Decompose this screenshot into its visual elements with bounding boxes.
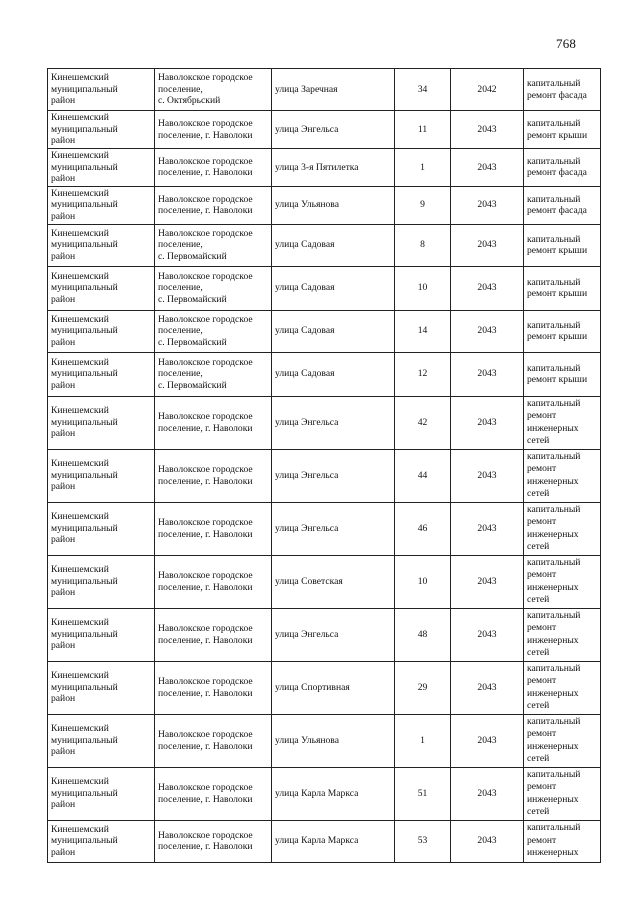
street-text: улица Садовая — [275, 325, 335, 337]
cell-district — [48, 608, 155, 661]
cell-settlement — [155, 111, 272, 149]
settlement-text: Наволокское городское поселение, с. Первомайский — [158, 227, 253, 262]
cell-district — [48, 352, 155, 396]
table-row — [48, 820, 601, 862]
cell-house — [395, 396, 451, 449]
table-row — [48, 714, 601, 767]
cell-street — [272, 111, 395, 149]
cell-work — [524, 661, 601, 714]
house-text: 44 — [417, 469, 428, 481]
cell-street — [272, 149, 395, 187]
cell-year — [451, 266, 524, 310]
cell-settlement — [155, 449, 272, 502]
year-text: 2043 — [477, 161, 497, 173]
house-text: 48 — [417, 628, 428, 640]
year-text: 2043 — [477, 835, 497, 847]
cell-settlement — [155, 608, 272, 661]
district-text: Кинешемский муниципальный район — [51, 670, 118, 705]
cell-work — [524, 555, 601, 608]
cell-house — [395, 714, 451, 767]
cell-district — [48, 149, 155, 187]
street-text: улица Энгельса — [275, 416, 339, 428]
street-text: улица Садовая — [275, 282, 335, 294]
cell-house — [395, 661, 451, 714]
street-text: улица Ульянова — [275, 734, 339, 746]
cell-work — [524, 608, 601, 661]
cell-street — [272, 186, 395, 224]
cell-year — [451, 449, 524, 502]
district-text: Кинешемский муниципальный район — [51, 313, 118, 348]
house-text: 10 — [417, 575, 428, 587]
house-text: 12 — [417, 368, 428, 380]
cell-district — [48, 186, 155, 224]
district-text: Кинешемский муниципальный район — [51, 270, 118, 305]
cell-district — [48, 449, 155, 502]
house-text: 10 — [417, 282, 428, 294]
street-text: улица Садовая — [275, 368, 335, 380]
cell-house — [395, 266, 451, 310]
cell-street — [272, 396, 395, 449]
cell-house — [395, 820, 451, 862]
cell-settlement — [155, 555, 272, 608]
district-text: Кинешемский муниципальный район — [51, 405, 118, 440]
work-text: капитальный ремонт инженерных сетей — [527, 768, 581, 817]
cell-year — [451, 310, 524, 352]
cell-house — [395, 186, 451, 224]
table-row — [48, 608, 601, 661]
year-text: 2043 — [477, 575, 497, 587]
work-text: капитальный ремонт крыши — [527, 319, 588, 342]
cell-settlement — [155, 266, 272, 310]
cell-house — [395, 149, 451, 187]
house-text: 46 — [417, 522, 428, 534]
work-text: капитальный ремонт инженерных сетей — [527, 609, 581, 658]
table-row — [48, 396, 601, 449]
cell-street — [272, 767, 395, 820]
settlement-text: Наволокское городское поселение, г. Наволоки — [158, 517, 253, 540]
district-text: Кинешемский муниципальный район — [51, 150, 118, 184]
year-text: 2043 — [477, 199, 497, 211]
cell-street — [272, 352, 395, 396]
cell-settlement — [155, 661, 272, 714]
street-text: улица Заречная — [275, 83, 338, 95]
work-text: капитальный ремонт инженерных сетей — [527, 715, 581, 764]
district-text: Кинешемский муниципальный район — [51, 823, 118, 858]
work-text: капитальный ремонт крыши — [527, 276, 588, 299]
house-text: 9 — [420, 199, 425, 211]
cell-work — [524, 352, 601, 396]
cell-house — [395, 555, 451, 608]
cell-district — [48, 820, 155, 862]
year-text: 2043 — [477, 734, 497, 746]
cell-settlement — [155, 69, 272, 111]
settlement-text: Наволокское городское поселение, г. Наволоки — [158, 829, 253, 852]
cell-year — [451, 69, 524, 111]
cell-settlement — [155, 714, 272, 767]
work-text: капитальный ремонт крыши — [527, 233, 588, 256]
house-text: 11 — [417, 123, 428, 135]
district-text: Кинешемский муниципальный район — [51, 72, 118, 107]
cell-street — [272, 69, 395, 111]
work-text: капитальный ремонт фасада — [527, 155, 587, 179]
district-text: Кинешемский муниципальный район — [51, 227, 118, 262]
house-text: 29 — [417, 681, 428, 693]
street-text: улица Советская — [275, 575, 343, 587]
district-text: Кинешемский муниципальный район — [51, 187, 118, 222]
cell-settlement — [155, 502, 272, 555]
cell-house — [395, 111, 451, 149]
cell-year — [451, 186, 524, 224]
settlement-text: Наволокское городское поселение, с. Первомайский — [158, 356, 253, 391]
cell-year — [451, 767, 524, 820]
cell-settlement — [155, 352, 272, 396]
district-text: Кинешемский муниципальный район — [51, 112, 118, 147]
cell-district — [48, 111, 155, 149]
year-text: 2043 — [477, 522, 497, 534]
cell-work — [524, 502, 601, 555]
cell-settlement — [155, 149, 272, 187]
cell-house — [395, 69, 451, 111]
work-text: капитальный ремонт инженерных сетей — [527, 503, 581, 552]
cell-district — [48, 661, 155, 714]
house-text: 8 — [420, 239, 425, 251]
cell-year — [451, 502, 524, 555]
cell-work — [524, 714, 601, 767]
cell-work — [524, 820, 601, 862]
cell-settlement — [155, 396, 272, 449]
cell-street — [272, 555, 395, 608]
settlement-text: Наволокское городское поселение, г. Наволоки — [158, 623, 253, 646]
table-row — [48, 69, 601, 111]
cell-street — [272, 310, 395, 352]
year-text: 2043 — [477, 239, 497, 251]
page-number: 768 — [556, 36, 577, 51]
cell-settlement — [155, 767, 272, 820]
work-text: капитальный ремонт инженерных сетей — [527, 450, 581, 499]
cell-district — [48, 396, 155, 449]
table-row — [48, 186, 601, 224]
cell-district — [48, 266, 155, 310]
cell-year — [451, 396, 524, 449]
table-row — [48, 266, 601, 310]
year-text: 2043 — [477, 681, 497, 693]
cell-district — [48, 310, 155, 352]
cell-year — [451, 661, 524, 714]
table-row — [48, 449, 601, 502]
cell-year — [451, 820, 524, 862]
cell-street — [272, 224, 395, 266]
year-text: 2043 — [477, 368, 497, 380]
table-row — [48, 661, 601, 714]
work-text: капитальный ремонт фасада — [527, 78, 587, 101]
cell-house — [395, 449, 451, 502]
settlement-text: Наволокское городское поселение, г. Наволоки — [158, 118, 253, 141]
cell-street — [272, 608, 395, 661]
table-row — [48, 555, 601, 608]
cell-work — [524, 186, 601, 224]
settlement-text: Наволокское городское поселение, г. Наволоки — [158, 729, 253, 752]
cell-settlement — [155, 310, 272, 352]
cell-house — [395, 224, 451, 266]
year-text: 2043 — [477, 469, 497, 481]
cell-house — [395, 502, 451, 555]
work-text: капитальный ремонт фасада — [527, 193, 587, 216]
table-row — [48, 111, 601, 149]
year-text: 2043 — [477, 628, 497, 640]
cell-street — [272, 266, 395, 310]
table-row — [48, 767, 601, 820]
table-row — [48, 310, 601, 352]
cell-street — [272, 502, 395, 555]
cell-district — [48, 555, 155, 608]
work-text: капитальный ремонт инженерных — [527, 822, 581, 859]
house-text: 1 — [420, 161, 425, 173]
district-text: Кинешемский муниципальный район — [51, 723, 118, 758]
year-text: 2043 — [477, 123, 497, 135]
work-text: капитальный ремонт крыши — [527, 362, 588, 385]
cell-work — [524, 767, 601, 820]
cell-work — [524, 266, 601, 310]
street-text: улица Карла Маркса — [275, 787, 359, 799]
cell-street — [272, 449, 395, 502]
work-text: капитальный ремонт инженерных сетей — [527, 662, 581, 711]
cell-work — [524, 111, 601, 149]
house-text: 51 — [417, 787, 428, 799]
cell-work — [524, 224, 601, 266]
street-text: улица Ульянова — [275, 199, 339, 211]
cell-work — [524, 449, 601, 502]
settlement-text: Наволокское городское поселение, г. Наволоки — [158, 155, 253, 179]
cell-work — [524, 69, 601, 111]
street-text: улица Энгельса — [275, 628, 339, 640]
year-text: 2042 — [477, 83, 497, 95]
cell-work — [524, 310, 601, 352]
work-text: капитальный ремонт инженерных сетей — [527, 397, 581, 446]
cell-settlement — [155, 820, 272, 862]
street-text: улица Энгельса — [275, 522, 339, 534]
work-text: капитальный ремонт крыши — [527, 118, 588, 141]
cell-district — [48, 69, 155, 111]
street-text: улица 3-я Пятилетка — [275, 161, 359, 173]
district-text: Кинешемский муниципальный район — [51, 776, 118, 811]
cell-house — [395, 352, 451, 396]
cell-year — [451, 224, 524, 266]
cell-district — [48, 502, 155, 555]
district-text: Кинешемский муниципальный район — [51, 458, 118, 493]
settlement-text: Наволокское городское поселение, г. Наволоки — [158, 782, 253, 805]
table-row — [48, 224, 601, 266]
house-text: 42 — [417, 416, 428, 428]
settlement-text: Наволокское городское поселение, г. Наволоки — [158, 193, 253, 216]
house-text: 1 — [420, 734, 425, 746]
table-row — [48, 352, 601, 396]
settlement-text: Наволокское городское поселение, г. Наволоки — [158, 676, 253, 699]
table-body — [48, 69, 601, 863]
year-text: 2043 — [477, 325, 497, 337]
cell-street — [272, 661, 395, 714]
cell-district — [48, 767, 155, 820]
cell-settlement — [155, 224, 272, 266]
house-text: 34 — [417, 83, 428, 95]
cell-year — [451, 555, 524, 608]
year-text: 2043 — [477, 787, 497, 799]
street-text: улица Энгельса — [275, 123, 339, 135]
settlement-text: Наволокское городское поселение, г. Наволоки — [158, 411, 253, 434]
cell-year — [451, 352, 524, 396]
cell-street — [272, 714, 395, 767]
settlement-text: Наволокское городское поселение, с. Первомайский — [158, 270, 253, 305]
settlement-text: Наволокское городское поселение, с. Октябрьский — [158, 72, 253, 107]
cell-year — [451, 608, 524, 661]
work-text: капитальный ремонт инженерных сетей — [527, 556, 581, 605]
street-text: улица Карла Маркса — [275, 835, 359, 847]
house-text: 14 — [417, 325, 428, 337]
street-text: улица Садовая — [275, 239, 335, 251]
district-text: Кинешемский муниципальный район — [51, 511, 118, 546]
year-text: 2043 — [477, 282, 497, 294]
district-text: Кинешемский муниципальный район — [51, 564, 118, 599]
year-text: 2043 — [477, 416, 497, 428]
cell-settlement — [155, 186, 272, 224]
cell-year — [451, 714, 524, 767]
district-text: Кинешемский муниципальный район — [51, 617, 118, 652]
settlement-text: Наволокское городское поселение, с. Первомайский — [158, 313, 253, 348]
cell-house — [395, 608, 451, 661]
table-row — [48, 149, 601, 187]
cell-work — [524, 149, 601, 187]
cell-house — [395, 767, 451, 820]
cell-street — [272, 820, 395, 862]
street-text: улица Спортивная — [275, 681, 350, 693]
settlement-text: Наволокское городское поселение, г. Наволоки — [158, 570, 253, 593]
house-text: 53 — [417, 835, 428, 847]
cell-district — [48, 714, 155, 767]
table-row — [48, 502, 601, 555]
cell-house — [395, 310, 451, 352]
settlement-text: Наволокское городское поселение, г. Наволоки — [158, 464, 253, 487]
cell-year — [451, 111, 524, 149]
district-text: Кинешемский муниципальный район — [51, 356, 118, 391]
repair-schedule-table — [47, 68, 601, 863]
cell-district — [48, 224, 155, 266]
cell-year — [451, 149, 524, 187]
cell-work — [524, 396, 601, 449]
street-text: улица Энгельса — [275, 469, 339, 481]
